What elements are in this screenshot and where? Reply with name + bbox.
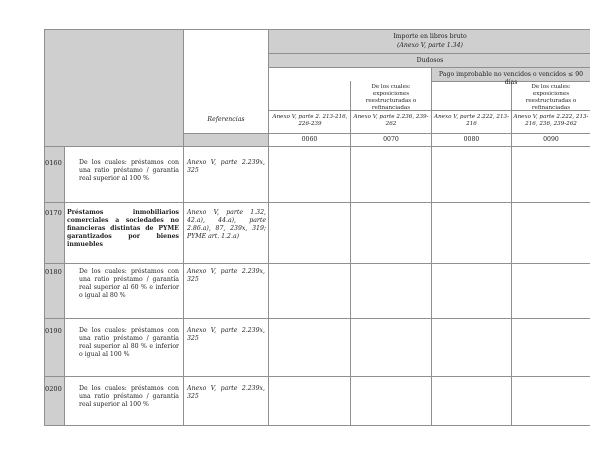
col-ref-0060: Anexo V, parte 2. 213-216, 226-239 <box>272 114 348 127</box>
row-code: 0170 <box>45 209 62 217</box>
col-ref-0070: Anexo V, parte 2.236, 239-262 <box>353 114 429 127</box>
col-ref-0090: Anexo V, parte 2.222, 213-216, 236, 239-262 <box>513 114 589 127</box>
header-left-gray <box>44 29 183 146</box>
col-code-0080: 0080 <box>463 136 480 143</box>
row-ref: Anexo V, parte 2.239x, 325 <box>187 327 265 342</box>
row-code: 0200 <box>45 385 62 393</box>
col-code-0060: 0060 <box>301 136 318 143</box>
row-label: De los cuales: préstamos con una ratio préstamo / garantía real superior al 80 % e inferior o igual al 100 % <box>79 327 179 358</box>
col-code-0070: 0070 <box>383 136 399 143</box>
dudosos-label: Dudosos <box>416 57 444 64</box>
de-los-cuales-col-0070: De los cuales: exposiciones reestructuradas o refinanciadas <box>365 84 417 111</box>
de-los-cuales-col-0090: De los cuales: exposiciones reestructuradas o refinanciadas <box>525 84 577 111</box>
pago-improbable-label: Pago improbable no vencidos o vencidos ≤ 90 días <box>438 71 584 86</box>
importe-subtitle: (Anexo V, parte 1.34) <box>397 42 463 49</box>
row-label: De los cuales: préstamos con una ratio préstamo / garantía real superior al 100 % <box>79 385 179 408</box>
col-code-0090: 0090 <box>543 136 559 143</box>
row-label: De los cuales: préstamos con una ratio préstamo / garantía real superior al 60 % e inferior o igual al 80 % <box>79 268 179 299</box>
row-ref: Anexo V, parte 2.239x, 325 <box>187 385 265 400</box>
importe-title: Importe en libros bruto <box>393 33 467 40</box>
col-ref-0080: Anexo V, parte 2.222, 213-216 <box>434 114 509 127</box>
referencias-label: Referencias <box>207 116 245 123</box>
header-ref-gray <box>184 133 268 146</box>
code-col-gray <box>44 146 64 425</box>
row-ref: Anexo V, parte 1.32, 42.a), 44.a), parte 2.86.a), 87, 239x, 319; PYME art. 1.2.a) <box>187 209 266 240</box>
row-code: 0190 <box>45 327 62 335</box>
row-ref: Anexo V, parte 2.239x, 325 <box>187 159 265 174</box>
row-code: 0180 <box>45 268 62 276</box>
row-label: Préstamos inmobiliarios comerciales a sociedades no financieras distintas de PYME garantizados por bienes inmuebles <box>67 209 179 248</box>
row-ref: Anexo V, parte 2.239x, 325 <box>187 268 265 283</box>
row-code: 0160 <box>45 159 62 167</box>
row-label: De los cuales: préstamos con una ratio préstamo / garantía real superior al 100 % <box>79 159 179 182</box>
